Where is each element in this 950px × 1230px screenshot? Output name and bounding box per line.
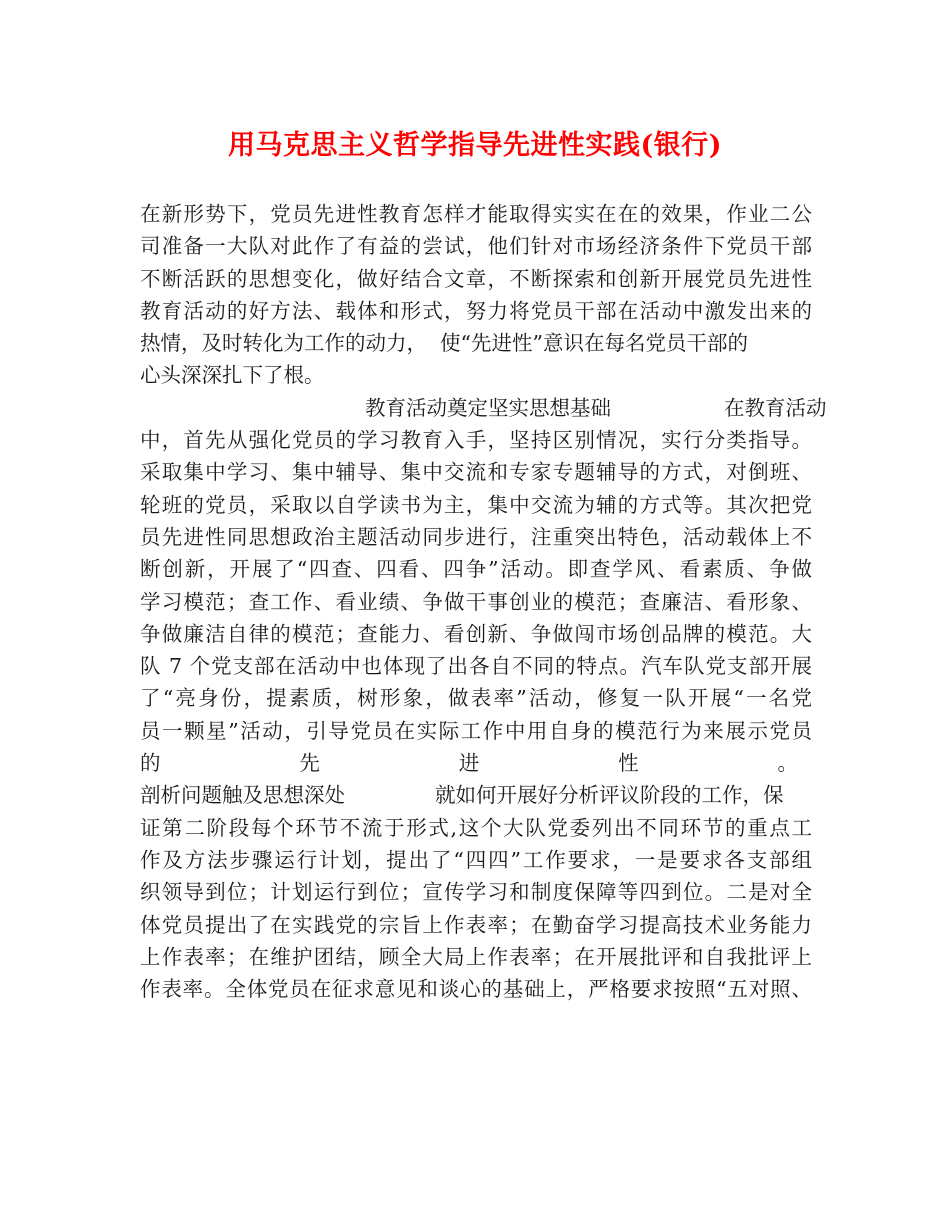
- paragraph-line: 教育活动的好方法、载体和形式，努力将党员干部在活动中激发出来的: [140, 298, 812, 323]
- paragraph-line: 了“亮身份，提素质，树形象，做表率”活动，修复一队开展“一名党: [140, 686, 812, 711]
- paragraph-line: 不断活跃的思想变化，做好结合文章，不断探索和创新开展党员先进性: [140, 266, 812, 291]
- spread-char: 先: [299, 751, 320, 776]
- paragraph-line-start: 在教育活动: [724, 395, 827, 420]
- paragraph-line: 体党员提出了在实践党的宗旨上作表率；在勤奋学习提高技术业务能力: [140, 912, 812, 937]
- paragraph-line: 员先进性同思想政治主题活动同步进行，注重突出特色，活动载体上不: [140, 524, 812, 549]
- spread-char: 。: [777, 751, 798, 776]
- paragraph-line: 采取集中学习、集中辅导、集中交流和专家专题辅导的方式，对倒班、: [140, 460, 812, 485]
- paragraph-line: 作表率。全体党员在征求意见和谈心的基础上，严格要求按照“五对照、: [140, 977, 812, 1002]
- section-heading-education: 教育活动奠定坚实思想基础: [365, 395, 611, 420]
- paragraph-line: 上作表率；在维护团结，顾全大局上作表率；在开展批评和自我批评上: [140, 944, 812, 969]
- paragraph-line: 证第二阶段每个环节不流于形式,这个大队党委列出不同环节的重点工: [140, 815, 812, 840]
- paragraph-line: 学习模范；查工作、看业绩、争做干事创业的模范；查廉洁、看形象、: [140, 589, 812, 614]
- paragraph-line: 轮班的党员，采取以自学读书为主，集中交流为辅的方式等。其次把党: [140, 492, 812, 517]
- paragraph-line: 在新形势下，党员先进性教育怎样才能取得实实在在的效果，作业二公: [140, 202, 812, 226]
- paragraph-line: 队 7 个党支部在活动中也体现了出各自不同的特点。汽车队党支部开展: [140, 654, 812, 679]
- paragraph-line: 断创新，开展了“四查、四看、四争”活动。即查学风、看素质、争做: [140, 557, 812, 582]
- document-body: [140, 198, 827, 1005]
- spread-line: [140, 747, 812, 779]
- spread-char: 进: [458, 751, 480, 776]
- paragraph-line: 心头深深扎下了根。: [140, 363, 325, 388]
- document-title: 用马克思主义哲学指导先进性实践(银行): [227, 130, 723, 161]
- section-heading-line: [140, 392, 827, 424]
- paragraph-line-start: 就如何开展好分析评议阶段的工作，保: [435, 783, 784, 808]
- paragraph-line: 作及方法步骤运行计划，提出了“四四”工作要求，一是要求各支部组: [140, 847, 812, 872]
- spread-char: 的: [140, 751, 161, 776]
- paragraph-line: 员一颗星”活动，引导党员在实际工作中用自身的模范行为来展示党员: [140, 718, 812, 743]
- section-heading-line: [140, 779, 812, 811]
- spread-char: 性: [618, 751, 639, 776]
- paragraph-line: 织领导到位；计划运行到位；宣传学习和制度保障等四到位。二是对全: [140, 880, 812, 905]
- paragraph-line: 争做廉洁自律的模范；查能力、看创新、争做闯市场创品牌的模范。大: [140, 621, 812, 646]
- paragraph-line: 司准备一大队对此作了有益的尝试，他们针对市场经济条件下党员干部: [140, 234, 812, 259]
- paragraph-line: 热情，及时转化为工作的动力， 使“先进性”意识在每名党员干部的: [140, 331, 748, 356]
- section-heading-analysis: 剖析问题触及思想深处: [140, 783, 345, 808]
- paragraph-line: 中，首先从强化党员的学习教育入手，坚持区别情况，实行分类指导。: [140, 428, 812, 453]
